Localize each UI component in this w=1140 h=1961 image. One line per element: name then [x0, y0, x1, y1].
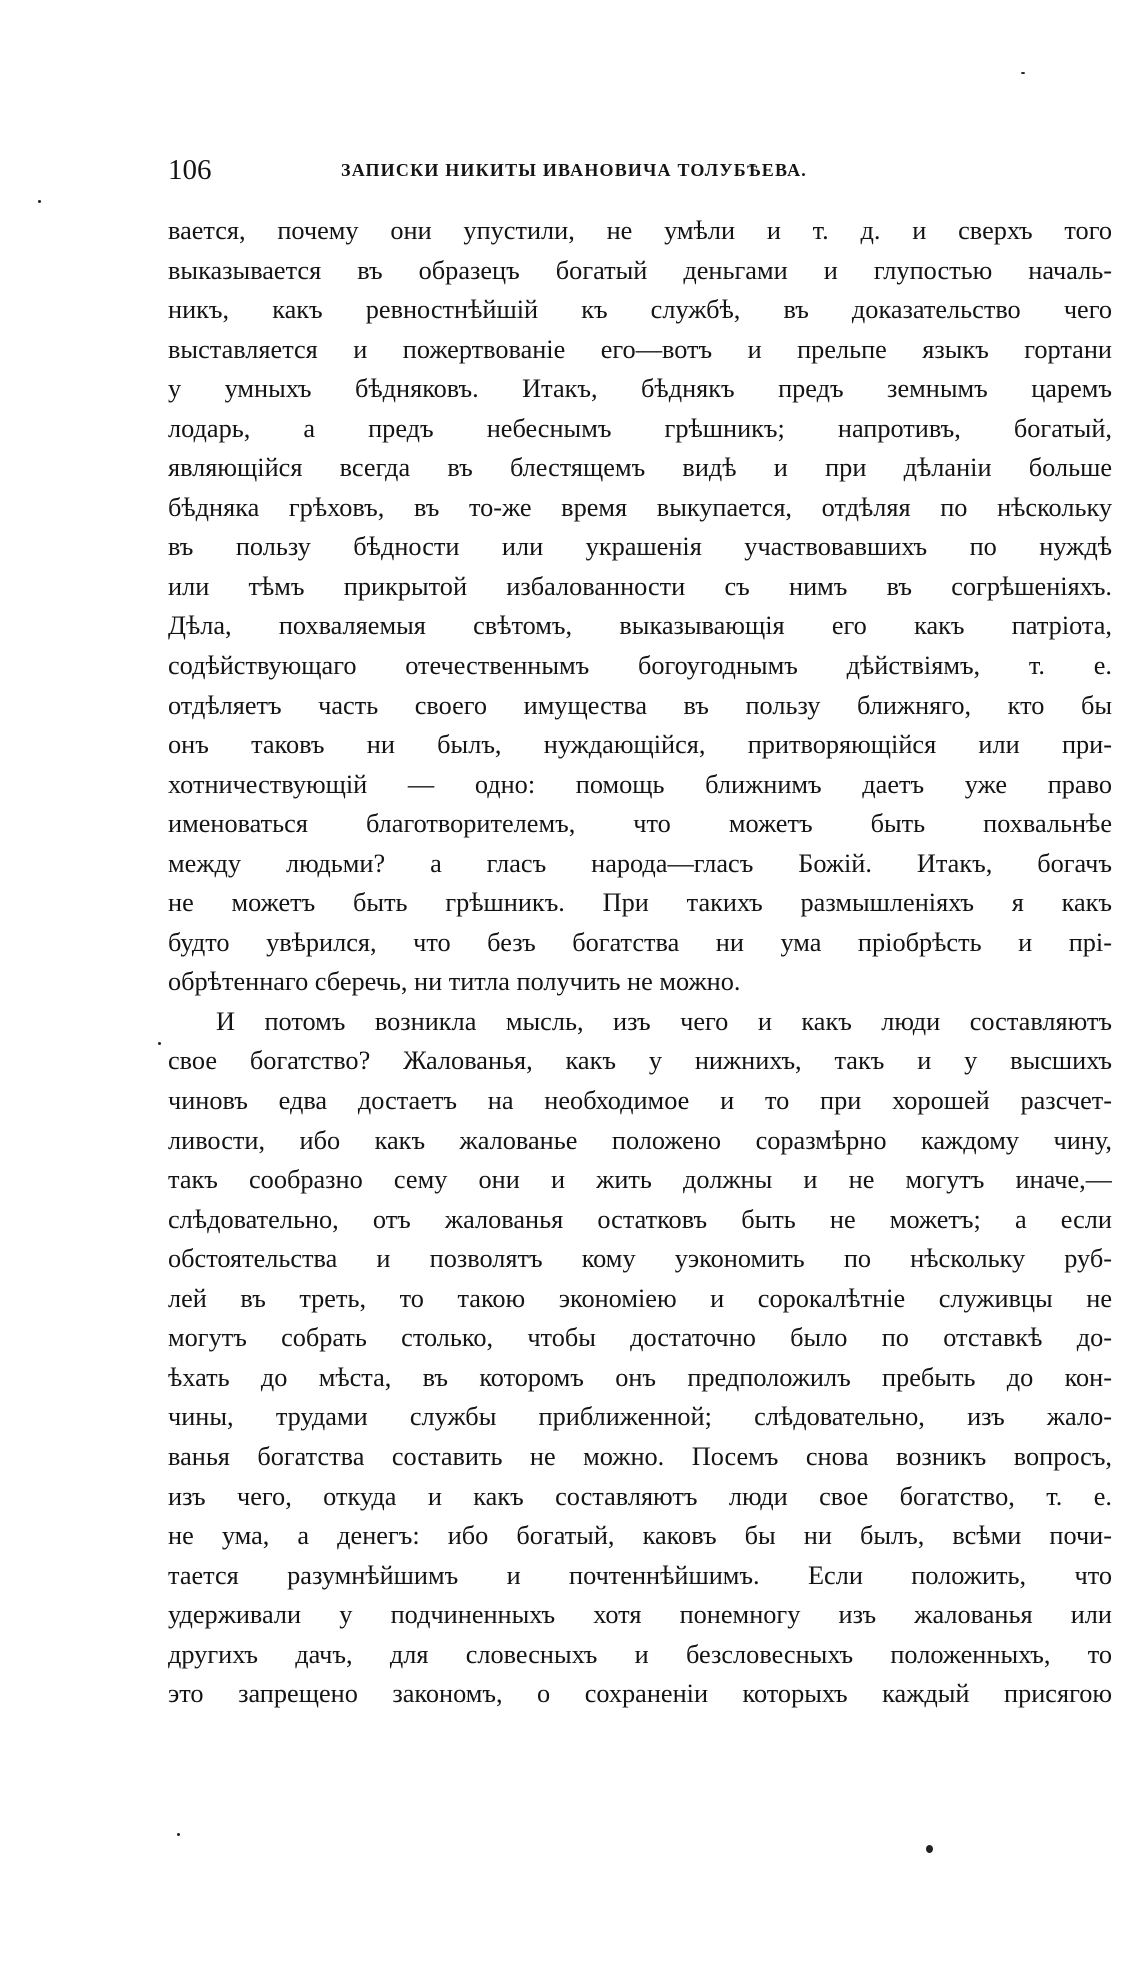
- text-line: лей въ треть, то такою экономіею и сорокалѣтніе служивцы не: [168, 1283, 1112, 1313]
- text-line: свое богатство? Жалованья, какъ у нижнихъ, такъ и у высшихъ: [168, 1046, 1112, 1076]
- text-line: ванья богатства составить не можно. Посемъ снова возникъ вопросъ,: [168, 1441, 1112, 1471]
- text-line: хотничествующій — одно: помощь ближнимъ даетъ уже право: [168, 769, 1112, 799]
- text-line: не можетъ быть грѣшникъ. При такихъ размышленіяхъ я какъ: [168, 888, 1112, 918]
- text-line: другихъ дачъ, для словесныхъ и безсловесныхъ положенныхъ, то: [168, 1639, 1112, 1669]
- scan-speck: [177, 1833, 180, 1836]
- text-line: обрѣтеннаго сберечь, ни титла получить не можно.: [168, 967, 741, 997]
- text-line: выставляется и пожертвованіе его—вотъ и прельпе языкъ гортани: [168, 334, 1112, 364]
- text-line: Дѣла, похваляемыя свѣтомъ, выказывающія его какъ патріота,: [168, 611, 1112, 641]
- text-line: между людьми? а гласъ народа—гласъ Божій. Итакъ, богачъ: [168, 848, 1112, 878]
- text-line: вается, почему они упустили, не умѣли и т. д. и сверхъ того: [168, 216, 1112, 245]
- text-line: онъ таковъ ни былъ, нуждающійся, притворяющійся или при-: [168, 730, 1112, 760]
- text-line: слѣдовательно, отъ жалованья остатковъ быть не можетъ; а если: [168, 1204, 1112, 1234]
- text-line: это запрещено закономъ, о сохраненіи которыхъ каждый присягою: [168, 1679, 1112, 1709]
- text-line: тается разумнѣйшимъ и почтеннѣйшимъ. Если положить, что: [168, 1560, 1112, 1590]
- text-line: содѣйствующаго отечественнымъ богоугоднымъ дѣйствіямъ, т. е.: [168, 651, 1112, 681]
- running-title: ЗАПИСКИ НИКИТЫ ИВАНОВИЧА ТОЛУБѢЕВА.: [341, 160, 807, 180]
- text-line: выказывается въ образецъ богатый деньгами и глупостью началь-: [168, 255, 1112, 285]
- text-line: И потомъ возникла мысль, изъ чего и какъ люди составляютъ: [216, 1006, 1112, 1036]
- body-text: [168, 211, 1112, 1714]
- text-line: изъ чего, откуда и какъ составляютъ люди свое богатство, т. е.: [168, 1481, 1112, 1511]
- text-line: удерживали у подчиненныхъ хотя понемногу изъ жалованья или: [168, 1600, 1112, 1630]
- scan-speck: [926, 1845, 933, 1853]
- page-header: [168, 150, 920, 190]
- text-line: не ума, а денегъ: ибо богатый, каковъ бы ни былъ, всѣми почи-: [168, 1521, 1112, 1551]
- text-line: ливости, ибо какъ жалованье положено соразмѣрно каждому чину,: [168, 1125, 1112, 1155]
- text-line: именоваться благотворителемъ, что можетъ быть похвальнѣе: [168, 809, 1112, 839]
- text-line: являющійся всегда въ блестящемъ видѣ и при дѣланіи больше: [168, 453, 1112, 483]
- text-line: никъ, какъ ревностнѣйшій къ службѣ, въ доказательство чего: [168, 295, 1112, 325]
- text-line: чины, трудами службы приближенной; слѣдовательно, изъ жало-: [168, 1402, 1112, 1432]
- page-number: 106: [168, 154, 212, 186]
- text-line: чиновъ едва достаетъ на необходимое и то при хорошей разсчет-: [168, 1086, 1112, 1116]
- text-line: лодарь, а предъ небеснымъ грѣшникъ; напротивъ, богатый,: [168, 413, 1112, 443]
- scan-speck: [158, 1042, 161, 1045]
- scan-speck: [1021, 72, 1025, 74]
- text-line: отдѣляетъ часть своего имущества въ пользу ближняго, кто бы: [168, 690, 1112, 720]
- text-line: бѣдняка грѣховъ, въ то-же время выкупается, отдѣляя по нѣскольку: [168, 492, 1112, 522]
- paragraph-2: [168, 1002, 1112, 1714]
- text-line: въ пользу бѣдности или украшенія участвовавшихъ по нуждѣ: [168, 532, 1112, 562]
- text-line: такъ сообразно сему они и жить должны и не могутъ иначе,—: [168, 1165, 1112, 1195]
- text-line: у умныхъ бѣдняковъ. Итакъ, бѣднякъ предъ земнымъ царемъ: [168, 374, 1112, 404]
- scan-speck: [38, 200, 41, 203]
- paragraph-1: [168, 211, 1112, 1002]
- text-line: или тѣмъ прикрытой избалованности съ нимъ въ согрѣшеніяхъ.: [168, 571, 1112, 601]
- text-line: обстоятельства и позволятъ кому уэкономить по нѣскольку руб-: [168, 1244, 1112, 1274]
- text-line: ѣхать до мѣста, въ которомъ онъ предположилъ пребыть до кон-: [168, 1362, 1112, 1392]
- text-line: будто увѣрился, что безъ богатства ни ума пріобрѣсть и прі-: [168, 927, 1112, 957]
- text-line: могутъ собрать столько, чтобы достаточно было по отставкѣ до-: [168, 1323, 1112, 1353]
